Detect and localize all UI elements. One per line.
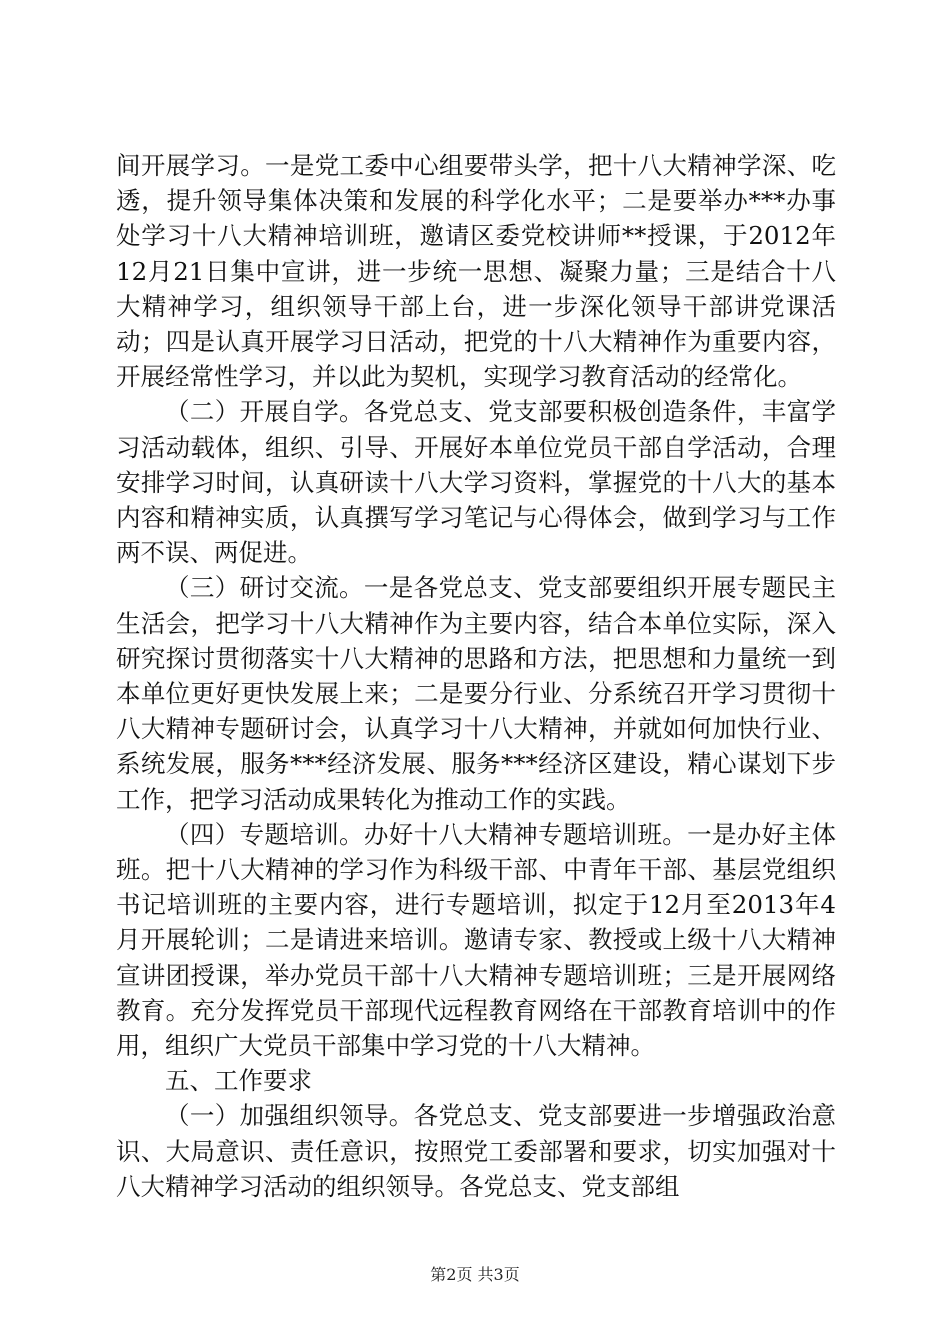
paragraph-discussion: （三）研讨交流。一是各党总支、党支部要组织开展专题民主生活会，把学习十八大精神作为主要内容，结合本单位实际，深入研究探讨贯彻落实十八大精神的思路和方法，把思想和力量统一到本单位更好更快发展上来；二是要分行业、分系统召开学习贯彻十八大精神专题研讨会，认真学习十八大精神，并就如何加快行业、系统发展，服务***经济发展、服务***经济区建设，精心谋划下步工作，把学习活动成果转化为推动工作的实践。 <box>116 573 836 814</box>
page-footer <box>0 1265 950 1285</box>
section-heading-work-requirements: 五、工作要求 <box>165 1066 312 1096</box>
paragraph-leadership: （一）加强组织领导。各党总支、党支部要进一步增强政治意识、大局意识、责任意识，按照党工委部署和要求，切实加强对十八大精神学习活动的组织领导。各党总支、党支部组 <box>116 1101 836 1201</box>
document-body <box>116 148 836 1204</box>
paragraph-training: （四）专题培训。办好十八大精神专题培训班。一是办好主体班。把十八大精神的学习作为科级干部、中青年干部、基层党组织书记培训班的主要内容，进行专题培训，拟定于12月至2013年4月开展轮训；二是请进来培训。邀请专家、教授或上级十八大精神宣讲团授课，举办党员干部十八大精神专题培训班；三是开展网络教育。充分发挥党员干部现代远程教育网络在干部教育培训中的作用，组织广大党员干部集中学习党的十八大精神。 <box>116 819 836 1061</box>
paragraph-continuation: 间开展学习。一是党工委中心组要带头学，把十八大精神学深、吃透，提升领导集体决策和发展的科学化水平；二是要举办***办事处学习十八大精神培训班，邀请区委党校讲师**授课，于2012年12月21日集中宣讲，进一步统一思想、凝聚力量；三是结合十八大精神学习，组织领导干部上台，进一步深化领导干部讲党课活动；四是认真开展学习日活动，把党的十八大精神作为重要内容，开展经常性学习，并以此为契机，实现学习教育活动的经常化。 <box>116 151 836 392</box>
page-number: 第2页 共3页 <box>430 1265 520 1284</box>
paragraph-self-study: （二）开展自学。各党总支、党支部要积极创造条件，丰富学习活动载体，组织、引导、开展好本单位党员干部自学活动，合理安排学习时间，认真研读十八大学习资料，掌握党的十八大的基本内容和精神实质，认真撰写学习笔记与心得体会，做到学习与工作两不误、两促进。 <box>116 397 836 568</box>
